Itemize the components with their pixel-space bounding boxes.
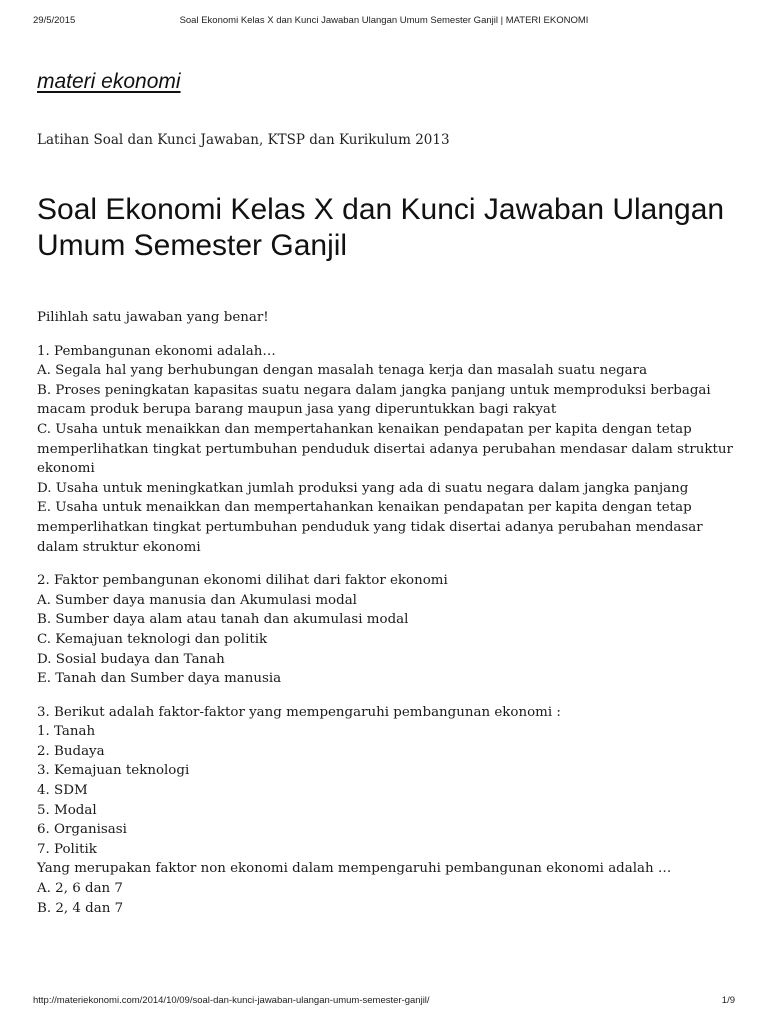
instruction: Pilihlah satu jawaban yang benar! [37, 310, 269, 325]
print-doc-title: Soal Ekonomi Kelas X dan Kunci Jawaban Ulangan Umum Semester Ganjil | MATERI EKONOMI [179, 15, 589, 26]
answer-option: A. Sumber daya manusia dan Akumulasi modal [37, 592, 357, 608]
question-text: 1. Pembangunan ekonomi adalah… [37, 343, 276, 359]
answer-option: B. Sumber daya alam atau tanah dan akumulasi modal [37, 612, 409, 628]
list-item: 3. Kemajuan teknologi [37, 763, 190, 779]
answer-option: E. Tanah dan Sumber daya manusia [37, 671, 282, 687]
answer-option: B. Proses peningkatan kapasitas suatu negara dalam jangka panjang untuk memproduksi berbagai macam produk berupa barang maupun jasa yang diperuntukkan bagi rakyat [37, 382, 711, 418]
answer-option: D. Usaha untuk meningkatkan jumlah produksi yang ada di suatu negara dalam jangka panjang [37, 480, 689, 496]
question-block [37, 703, 742, 919]
question-prompt: Yang merupakan faktor non ekonomi dalam mempengaruhi pembangunan ekonomi adalah … [37, 861, 672, 877]
post-content [37, 308, 742, 932]
print-header [0, 15, 768, 29]
question-text: 3. Berikut adalah faktor-faktor yang mempengaruhi pembangunan ekonomi : [37, 704, 561, 720]
answer-option: A. 2, 6 dan 7 [37, 881, 123, 897]
list-item: 4. SDM [37, 783, 88, 799]
list-item: 6. Organisasi [37, 822, 127, 838]
list-item: 1. Tanah [37, 724, 96, 740]
answer-option: C. Kemajuan teknologi dan politik [37, 631, 268, 647]
question-block [37, 571, 742, 689]
list-item: 7. Politik [37, 841, 97, 857]
question-block [37, 342, 742, 558]
page-counter: 1/9 [721, 995, 735, 1006]
answer-option: D. Sosial budaya dan Tanah [37, 651, 225, 667]
site-name-link[interactable]: materi ekonomi [37, 70, 181, 93]
page-url: http://materiekonomi.com/2014/10/09/soal-dan-kunci-jawaban-ulangan-umum-semester-ganjil/ [33, 995, 430, 1006]
answer-option: B. 2, 4 dan 7 [37, 900, 124, 916]
post-title: Soal Ekonomi Kelas X dan Kunci Jawaban Ulangan Umum Semester Ganjil [37, 193, 725, 262]
list-item: 5. Modal [37, 802, 97, 818]
print-date: 29/5/2015 [33, 15, 76, 26]
list-item: 2. Budaya [37, 743, 105, 759]
answer-option: A. Segala hal yang berhubungan dengan masalah tenaga kerja dan masalah suatu negara [37, 363, 648, 379]
site-tagline: Latihan Soal dan Kunci Jawaban, KTSP dan Kurikulum 2013 [37, 132, 450, 148]
question-text: 2. Faktor pembangunan ekonomi dilihat dari faktor ekonomi [37, 573, 448, 589]
answer-option: E. Usaha untuk menaikkan dan mempertahankan kenaikan pendapatan per kapita dengan tetap memperlihatkan tingkat pertumbuhan penduduk yang tidak disertai adanya perubahan mendasar dalam struktur ekonomi [37, 500, 703, 555]
answer-option: C. Usaha untuk menaikkan dan mempertahankan kenaikan pendapatan per kapita dengan tetap memperlihatkan tingkat pertumbuhan penduduk disertai adanya perubahan mendasar dalam struktur ekonomi [37, 421, 733, 477]
